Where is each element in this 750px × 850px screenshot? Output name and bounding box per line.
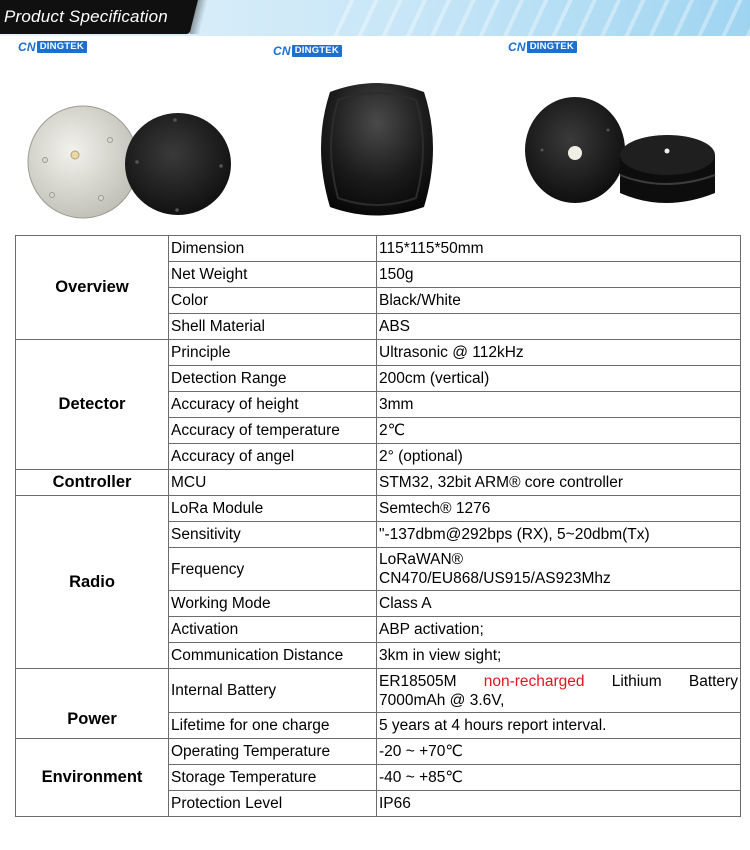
- spec-value-line: LoRaWAN®: [379, 551, 464, 568]
- spec-key: Net Weight: [169, 262, 377, 288]
- spec-key: Communication Distance: [169, 643, 377, 669]
- spec-value: "-137dbm@292bps (RX), 5~20dbm(Tx): [377, 522, 741, 548]
- table-row: [16, 669, 741, 713]
- spec-value: ABP activation;: [377, 617, 741, 643]
- banner-decoration: [330, 0, 750, 36]
- spec-key: Lifetime for one charge: [169, 713, 377, 739]
- spec-value: -20 ~ +70℃: [377, 739, 741, 765]
- spec-key: Internal Battery: [169, 669, 377, 713]
- spec-key: Color: [169, 288, 377, 314]
- spec-key: Accuracy of temperature: [169, 418, 377, 444]
- spec-value: 150g: [377, 262, 741, 288]
- spec-value: Black/White: [377, 288, 741, 314]
- category-controller: Controller: [16, 470, 169, 496]
- spec-key: Accuracy of height: [169, 392, 377, 418]
- category-radio: Radio: [16, 496, 169, 669]
- table-row: [16, 496, 741, 522]
- table-row: [16, 236, 741, 262]
- battery-recharge-note: non-recharged: [483, 672, 585, 690]
- table-row: [16, 340, 741, 366]
- table-row: [16, 739, 741, 765]
- logo-cn-mark: CN: [273, 44, 291, 58]
- spec-key: Storage Temperature: [169, 765, 377, 791]
- spec-key: Protection Level: [169, 791, 377, 817]
- category-power: Power: [16, 669, 169, 739]
- brand-logo: [18, 40, 87, 54]
- spec-value: [377, 669, 741, 713]
- brand-logo: [508, 40, 577, 54]
- product-image-black-pucks: [520, 95, 720, 215]
- spec-value: -40 ~ +85℃: [377, 765, 741, 791]
- spec-value: [377, 548, 741, 591]
- spec-value-line: 7000mAh @ 3.6V,: [379, 691, 505, 709]
- logo-name: DINGTEK: [292, 45, 342, 57]
- logo-name: DINGTEK: [527, 41, 577, 53]
- page-title: Product Specification: [4, 7, 168, 26]
- spec-key: Accuracy of angel: [169, 444, 377, 470]
- spec-value: 200cm (vertical): [377, 366, 741, 392]
- spec-key: MCU: [169, 470, 377, 496]
- spec-value: 3mm: [377, 392, 741, 418]
- battery-type: Lithium: [611, 672, 662, 690]
- spec-value: Ultrasonic @ 112kHz: [377, 340, 741, 366]
- spec-key: Detection Range: [169, 366, 377, 392]
- spec-value: 2℃: [377, 418, 741, 444]
- category-environment: Environment: [16, 739, 169, 817]
- spec-value: Class A: [377, 591, 741, 617]
- spec-value: IP66: [377, 791, 741, 817]
- product-image-black-device: [310, 72, 445, 227]
- spec-value: 3km in view sight;: [377, 643, 741, 669]
- spec-value: STM32, 32bit ARM® core controller: [377, 470, 741, 496]
- brand-logo: [273, 44, 342, 58]
- category-overview: Overview: [16, 236, 169, 340]
- spec-value-line: [379, 672, 738, 691]
- table-row: [16, 470, 741, 496]
- battery-word: Battery: [688, 672, 738, 690]
- spec-value-line: CN470/EU868/US915/AS923Mhz: [379, 570, 611, 587]
- category-detector: Detector: [16, 340, 169, 470]
- header-banner: [0, 0, 750, 36]
- spec-value: Semtech® 1276: [377, 496, 741, 522]
- product-image-white-black: [25, 100, 235, 225]
- spec-value: 5 years at 4 hours report interval.: [377, 713, 741, 739]
- spec-key: Operating Temperature: [169, 739, 377, 765]
- spec-key: Dimension: [169, 236, 377, 262]
- logo-name: DINGTEK: [37, 41, 87, 53]
- spec-value: 2° (optional): [377, 444, 741, 470]
- spec-key: Sensitivity: [169, 522, 377, 548]
- spec-key: Working Mode: [169, 591, 377, 617]
- logo-cn-mark: CN: [18, 40, 36, 54]
- spec-value: ABS: [377, 314, 741, 340]
- battery-model: ER18505M: [379, 672, 457, 690]
- logo-cn-mark: CN: [508, 40, 526, 54]
- spec-key: LoRa Module: [169, 496, 377, 522]
- spec-key: Frequency: [169, 548, 377, 591]
- spec-key: Activation: [169, 617, 377, 643]
- spec-table: [15, 235, 741, 817]
- spec-key: Principle: [169, 340, 377, 366]
- spec-key: Shell Material: [169, 314, 377, 340]
- spec-value: 115*115*50mm: [377, 236, 741, 262]
